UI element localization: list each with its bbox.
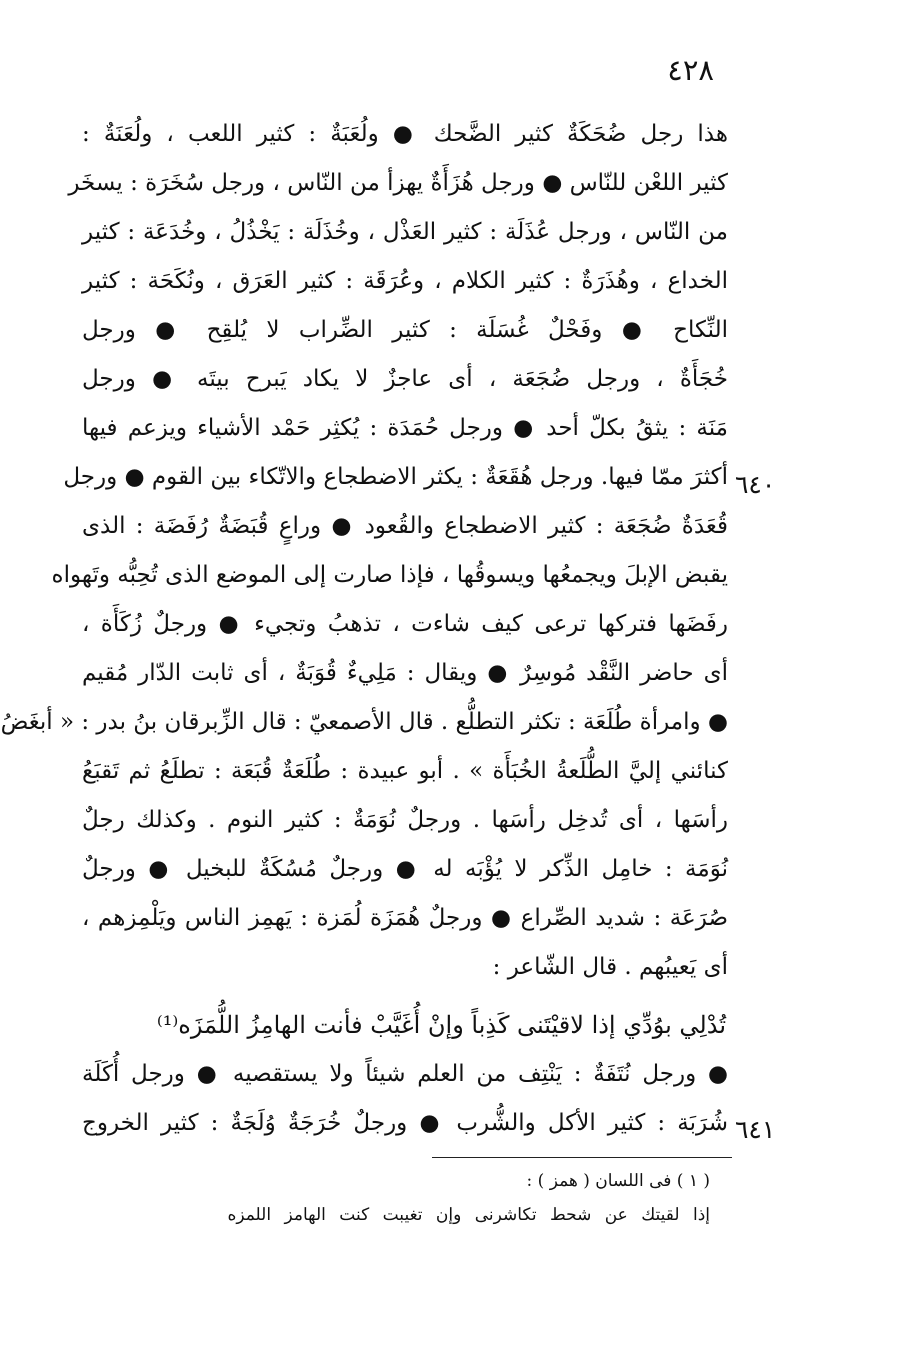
text-line: النِّكاح ● وفَحْلٌ غُسَلَة : كثير الضِّراب لا يُلقِح ● ورجل <box>82 317 728 343</box>
text-line: رأسَها ، أى تُدخِل رأسَها . ورجلٌ نُوَمَةٌ : كثير النوم . وكذلك رجلٌ <box>82 807 728 833</box>
text-line: كثير اللعْن للنّاس ● ورجل هُزَأَةٌ يهزأ من النّاس ، ورجل سُخَرَة : يسخَر <box>68 170 728 196</box>
text-line: نُوَمَة : خامِل الذِّكر لا يُؤْبَه له ● ورجلٌ مُسُكَةٌ للبخيل ● ورجلٌ <box>82 856 728 882</box>
text-line: صُرَعَة : شديد الصِّراع ● ورجلٌ هُمَزَة لُمَزة : يَهمِز الناس ويَلْمِزهم ، <box>82 905 728 931</box>
margin-entry-number: ٦٤٠ <box>735 470 776 499</box>
text-line: خُجَأَةٌ ، ورجل ضُجَعَة ، أى عاجزٌ لا يكاد يَبرح بيتَه ● ورجل <box>82 366 728 392</box>
text-line: كنائني إليَّ الطُّلَعةُ الخُبَأَة » . أبو عبيدة : طُلَعَةٌ قُبَعَة : تطلَعُ ثم تَقبَعُ <box>82 758 728 784</box>
page-number: ٤٢٨ <box>667 53 714 87</box>
footnotes <box>200 1164 710 1232</box>
poetry-verse: تُدْلِي بوُدِّي إذا لاقيْتَنى كَذِباً وإنْ أُغَيَّبْ فأنت الهامِزُ اللُّمَزَه⁽¹⁾ <box>156 1011 726 1039</box>
text-line: أى يَعيبُهم . قال الشّاعر : <box>492 954 728 980</box>
footnote-line: إذا لقيتك عن شحط تكاشرنى وإن تغيبت كنت الهامز اللمزه <box>227 1205 710 1225</box>
text-line: هذا رجل ضُحَكَةٌ كثير الضَّحك ● ولُعَبَةٌ : كثير اللعب ، ولُعَنَةٌ : <box>82 121 728 147</box>
text-line: رفَضَها فتركها ترعى كيف شاءت ، تذهبُ وتجيء ● ورجلٌ زُكَأَة ، <box>82 611 728 637</box>
main-text <box>0 110 728 1148</box>
text-line: قُعَدَةٌ ضُجَعَة : كثير الاضطجاع والقُعود ● وراعٍ قُبَضَةٌ رُفَضَة : الذى <box>82 513 728 539</box>
margin-entry-number: ٦٤١ <box>735 1115 776 1144</box>
text-line: من النّاس ، ورجل عُذَلَة : كثير العَذْل ، وخُذَلَة : يَخْذُلُ ، وخُدَعَة : كثير <box>82 219 728 245</box>
text-line: الخداع ، وهُذَرَةٌ : كثير الكلام ، وعُرَقَة : كثير العَرَق ، ونُكَحَة : كثير <box>82 268 728 294</box>
text-line: ● وامرأة طُلَعَة : تكثر التطلُّع . قال الأصمعيّ : قال الزِّبرقان بنُ بدر : « أبغَضُ <box>0 709 728 735</box>
text-line: شُرَبَة : كثير الأكل والشُّرب ● ورجلٌ خُرَجَةٌ وُلَجَةٌ : كثير الخروج <box>82 1110 728 1136</box>
text-line: يقبض الإبلَ ويجمعُها ويسوقُها ، فإذا صارت إلى الموضع الذى تُحِبُّه وتَهواه <box>51 562 728 588</box>
text-line: أكثرَ ممّا فيها. ورجل هُقَعَةٌ : يكثر الاضطجاع والاتّكاء بين القوم ● ورجل <box>63 464 728 490</box>
text-line: مَنَة : يثقُ بكلّ أحد ● ورجل حُمَدَة : يُكثِر حَمْد الأشياء ويزعم فيها <box>82 415 728 441</box>
text-line: ● ورجل نُتَفَةٌ : يَنْتِف من العلم شيئاً ولا يستقصيه ● ورجل أُكَلَة <box>82 1061 728 1087</box>
footnote-line: ( ١ ) فى اللسان ( همز ) : <box>526 1171 710 1191</box>
text-line: أى حاضر النَّقْد مُوسِرٌ ● ويقال : مَلِيءٌ قُوَبَةٌ ، أى ثابت الدّار مُقيم <box>82 660 728 686</box>
footnote-divider <box>432 1157 732 1158</box>
